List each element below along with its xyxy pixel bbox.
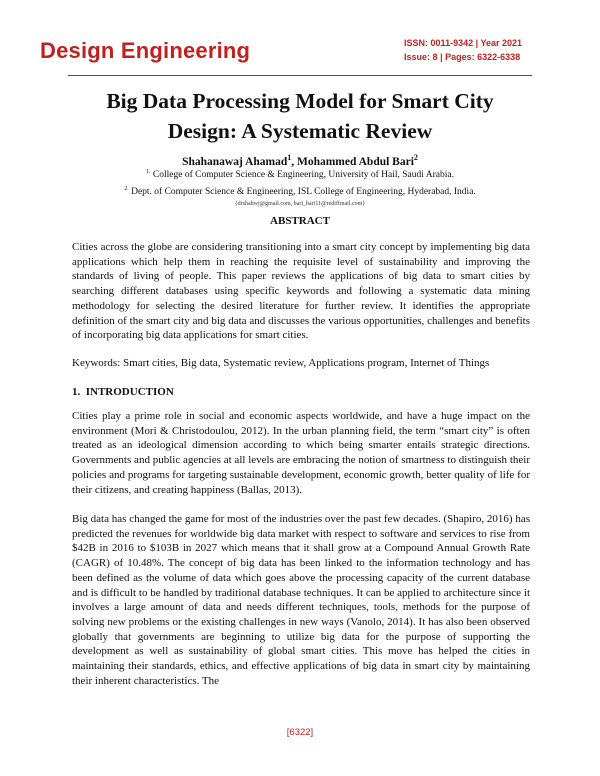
affiliation-2	[40, 186, 560, 197]
affiliation-1	[40, 169, 560, 180]
affiliation-2-mark: 2.	[124, 186, 129, 192]
title-line-1: Big Data Processing Model for Smart City	[106, 89, 494, 113]
affiliation-2-text: Dept. of Computer Science & Engineering, ISL College of Engineering, Hyderabad, India.	[128, 187, 476, 198]
header-divider	[68, 75, 532, 76]
journal-issue-info	[404, 36, 522, 64]
abstract-text: Cities across the globe are considering transitioning into a smart city concept by implementing big data applications which help them in reaching the requisite level of sustainability and improving the standards of living of people. This paper reviews the applications of big data to smart cities by searching different databases using specific keywords and following a systematic data mining methodology for selecting the desired literature for further review. It identifies the appropriate definition of the smart city and big data and discusses the various opportunities, challenges and benefits of incorporating big data applications for smart cities.	[72, 241, 530, 342]
title-line-2: Design: A Systematic Review	[167, 119, 433, 143]
intro-paragraph-1: Cities play a prime role in social and economic aspects worldwide, and have a huge impact on the environment (Mori & Christodoulou, 2012). In the urban planning field, the term “smart city” is often treated as an ideological dimension according to which being smarter entails strategic directions. Governments and public agencies at all levels are embracing the notion of smartness to distinguish their policies and programs for targeting sustainable development, economic growth, better quality of life for their citizens, and creating happiness (Ballas, 2013).	[72, 410, 530, 496]
author-separator: ,	[291, 155, 297, 168]
author-2: Mohammed Abdul Bari	[296, 155, 414, 168]
keywords: Keywords: Smart cities, Big data, Systematic review, Applications program, Internet of Things	[72, 357, 490, 369]
authors	[40, 153, 560, 168]
affiliation-1-mark: 1.	[146, 169, 151, 175]
abstract-heading: ABSTRACT	[270, 215, 330, 227]
section-heading-introduction: 1. INTRODUCTION	[72, 386, 174, 398]
journal-name: Design Engineering	[40, 38, 251, 63]
page-number: [6322]	[286, 727, 314, 738]
issue-line: Issue: 8 | Pages: 6322-6338	[404, 52, 521, 62]
author-1: Shahanawaj Ahamad	[182, 155, 288, 168]
author-2-affiliation-mark: 2	[413, 153, 418, 162]
author-emails: {drshahwj@gmail.com, bari_bari11@rediffmail.com}	[234, 201, 366, 207]
paper-title	[40, 86, 560, 146]
issn-line: ISSN: 0011-9342 | Year 2021	[404, 38, 522, 48]
affiliation-1-text: College of Computer Science & Engineering, University of Hail, Saudi Arabia.	[150, 170, 454, 181]
author-1-affiliation-mark: 1	[287, 153, 292, 162]
intro-paragraph-2: Big data has changed the game for most of the industries over the past few decades. (Shapiro, 2016) has predicted the revenues for worldwide big data market with respect to software and services to rise from $42B in 2016 to $103B in 2027 which means that it shall grow at a Compound Annual Growth Rate (CAGR) of 10.48%. The concept of big data has been linked to the information technology and has been defined as the volume of data which goes above the processing capacity of the current database and is difficult to be handled by traditional database techniques. It can be applied to architecture since it involves a large amount of data and needs different techniques, tools, methods for the purpose of solving new problems or the existing challenges in new ways (Vanolo, 2014). It has also been observed globally that governments are beginning to utilize big data for the purpose of supporting the development as well as sustainability of global smart cities. This move has helped the cities in maintaining their standards, ethics, and effective applications of big data in smart city by maintaining their inherent characteristics. The	[72, 513, 530, 687]
